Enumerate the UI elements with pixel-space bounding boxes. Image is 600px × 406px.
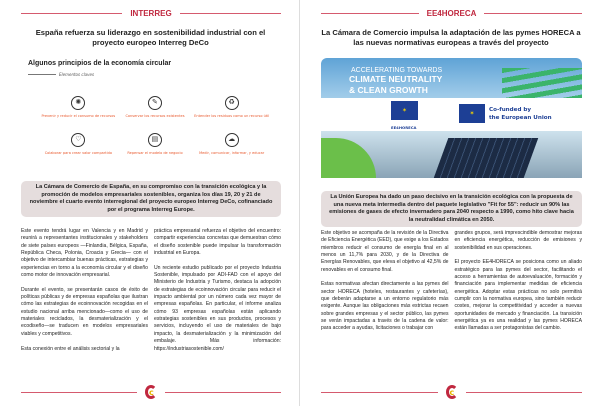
- column-2: [455, 230, 583, 340]
- paragraph: Este objetivo se acompaña de la revisión de la Directiva de Eficiencia Energética (EED), que exige a los Estados miembros reducir el consumo de energía final en al menos un 11,7% para 2030, y de la Directiva de Energías Renovables, que eleva el objetivo al 42,5% de renovables en el consumo final.: [321, 230, 449, 273]
- tools-icon: ✎: [148, 96, 162, 110]
- paragraph: Esta conexión entre el análisis sectorial y la: [21, 345, 120, 352]
- paragraph: Este evento tendrá lugar en Valencia y en Madrid y reunirá a representantes institucionales y stakeholders de siete países europeos —Finlandia, Bélgica, España, República Checa, Polonia, Croacia y Grecia— con el objetivo de intercambiar buenas prácticas, estrategias y experiencias en torno a la economía circular y el diseño como motor de innovación empresarial.: [21, 228, 148, 279]
- gear-icon: ✺: [71, 96, 85, 110]
- infographic-heading: Algunos principios de la economía circular: [28, 60, 172, 67]
- footer: [21, 384, 281, 400]
- principle-item: [193, 133, 270, 156]
- ee4horeca-logo: EE4HORECA: [391, 125, 417, 130]
- paragraph: práctica empresarial refuerza el objetivo del encuentro: compartir experiencias concretas que demuestran cómo el diseño sostenible puede impulsar la transformación industrial en Europa.: [154, 228, 281, 257]
- recycle-icon: ♻: [225, 96, 239, 110]
- highlight-box: La Unión Europea ha dado un paso decisivo en la transición ecológica con la propuesta de una nueva meta intermedia dentro del paquete legislativo "Fit for 55": reducir un 90% las emisiones de gases de efecto invernadero para 2040 respecto a 1990, como hito clave hacia la neutralidad climática en 2050.: [321, 191, 582, 227]
- principle-item: [193, 96, 270, 119]
- article-title: La Cámara de Comercio impulsa la adaptación de las pymes HORECA a las nuevas normativas europeas a través del proyecto: [321, 28, 581, 47]
- principle-label: Repensar el modelo de negocio: [127, 150, 183, 155]
- eu-flag-icon: ✶: [391, 101, 418, 120]
- grass-decoration: [321, 138, 376, 178]
- principle-label: Medir, comunicar, informar, y educar: [199, 150, 265, 155]
- article-title: España refuerza su liderazgo en sostenibilidad industrial con el proyecto europeo Interreg DeCo: [35, 28, 266, 47]
- principle-label: Colaborar para crear valor compartido: [44, 150, 112, 155]
- principle-item: [117, 96, 194, 119]
- eu-flag-icon: ✶: [459, 104, 485, 123]
- highlight-box: La Cámara de Comercio de España, en su compromiso con la transición ecológica y la promoción de modelos empresariales sostenibles, organiza los días 19, 20 y 21 de noviembre el cuarto evento interregional del proyecto europeo Interreg DeCo, cofinanciado por el programa Interreg Europe.: [21, 181, 281, 217]
- cofunded-line: Co-funded by: [489, 107, 532, 113]
- column-1: [21, 228, 148, 360]
- paragraph: grandes grupos, será imprescindible demostrar mejoras en eficiencia energética, reducción de emisiones y sostenibilidad en sus operaciones.: [454, 230, 582, 251]
- principles-grid: [40, 96, 270, 155]
- principle-item: [40, 96, 117, 119]
- principle-label: Conservar los recursos existentes: [125, 114, 185, 118]
- solar-panel: [434, 138, 539, 178]
- principle-item: [117, 133, 194, 156]
- body-columns: [21, 228, 281, 360]
- footer: [321, 384, 582, 400]
- section-label: INTERREG: [130, 8, 172, 18]
- paragraph: Un reciente estudio publicado por el proyecto Industria Sostenible, impulsado por ADI-FAD con el apoyo del Ministerio de Industria y Turismo, destaca la adopción de estrategias de ecoinnovación circular para reducir el impacto ambiental por un número cada vez mayor de empresas españolas. En particular, el informe analiza cómo 93 empresas españolas están aplicando estrategias sostenibles en sus productos, procesos y servicios, incluyendo el uso de materiales de bajo impacto, la desmaterialización y la minimización del embalaje. Más información: https://industriasostenible.com/: [154, 264, 281, 352]
- principle-label: Prevenir y reducir el consumo de recursos: [41, 114, 116, 118]
- banner-headline: [349, 74, 442, 96]
- green-stripes: [502, 68, 582, 98]
- paragraph: El proyecto EE4HORECA se posiciona como un aliado estratégico para las pymes del sector, facilitando el acceso a herramientas de autoevaluación, formación y financiación para implementar medidas de eficiencia energética. Adoptar estas prácticas no solo permitirá cumplir con la normativa europea, sino también reducir costes, mejorar la competitividad y acceder a nuevas oportunidades de mercado y financiación. La transición energética ya es una realidad y las pymes HORECA están llamadas a ser protagonistas del cambio.: [454, 259, 582, 332]
- infographic-subheading: [28, 72, 94, 77]
- handshake-icon: ♡: [71, 133, 85, 147]
- chat-icon: ☁: [225, 133, 239, 147]
- camara-logo-icon: c: [446, 385, 458, 399]
- column-1: [321, 230, 449, 340]
- column-2: [154, 228, 281, 360]
- section-header: [21, 7, 281, 19]
- logo-strip: [321, 98, 582, 131]
- banner-line: CLIMATE NEUTRALITY: [349, 74, 443, 84]
- camara-logo-icon: c: [145, 385, 157, 399]
- section-label: EE4HORECA: [426, 8, 477, 18]
- paragraph: Durante el evento, se presentarán casos de éxito de políticas públicas y de empresas españolas que ilustran cómo las estrategias de ecoinnovación recogidas en el estudio nacional arriba mencionado—como el uso de materiales reciclados, la desmaterialización y el ecodiseño—se traducen en modelos empresariales viables y competitivos.: [21, 286, 148, 337]
- document-icon: ▤: [148, 133, 162, 147]
- body-columns: [321, 230, 582, 340]
- principle-label: Entender los residuos como un recurso útil: [194, 114, 270, 118]
- paragraph: Estas normativas afectan directamente a las pymes del sector HORECA (hoteles, restaurantes y cafeterías), que deberán adaptarse a un entorno regulatorio más exigente. Aunque las obligaciones más estrictas recaen sobre grandes empresas y el sector público, las pymes se verán impactadas a través de la cadena de valor: para acceder a ayudas, licitaciones o trabajar con: [321, 281, 449, 332]
- cofunded-label: [489, 106, 552, 122]
- subheading-text: Elementos claves: [59, 72, 95, 77]
- principle-item: [40, 133, 117, 156]
- section-header: [321, 7, 582, 19]
- banner-line: ACCELERATING TOWARDS: [351, 67, 443, 74]
- project-banner-image: [321, 58, 582, 178]
- banner-line: & CLEAN GROWTH: [349, 85, 428, 95]
- cofunded-line: the European Union: [489, 115, 552, 121]
- right-page: [300, 0, 600, 406]
